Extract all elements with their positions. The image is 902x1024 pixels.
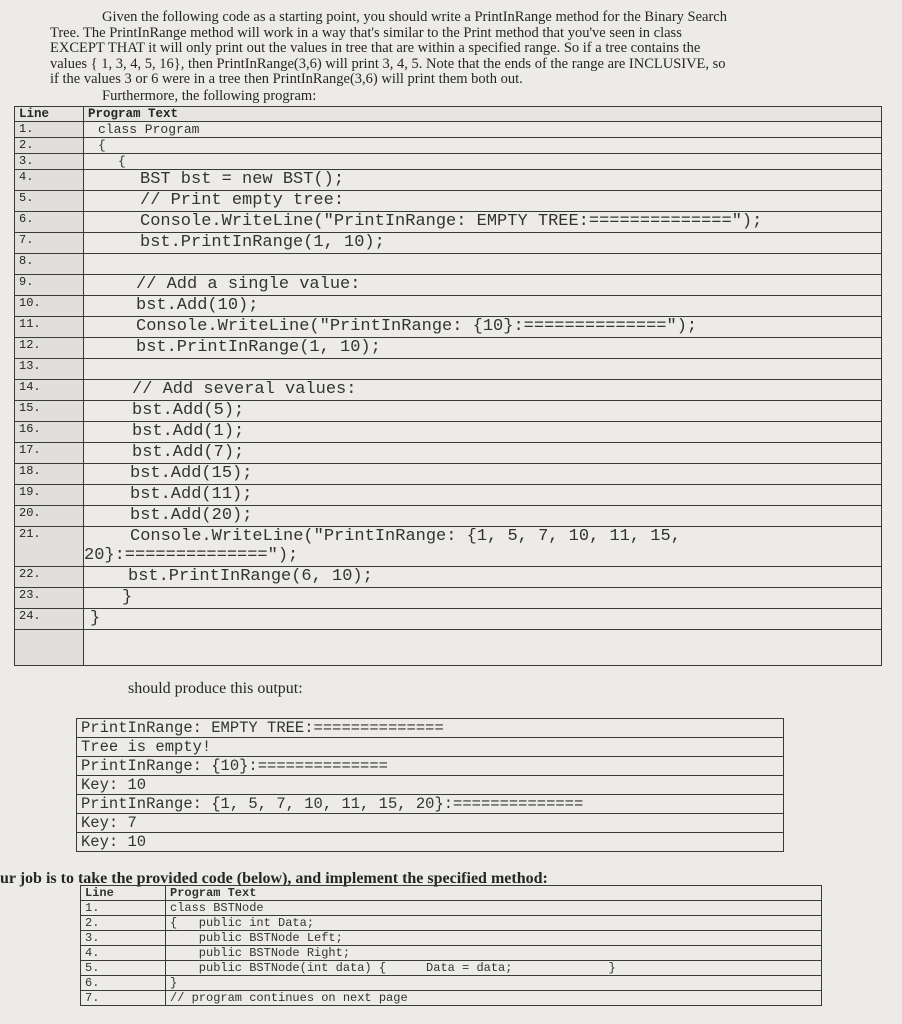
code-line-part: public BSTNode(int data) {	[170, 961, 387, 975]
table-row	[81, 901, 822, 916]
code-line	[84, 359, 882, 380]
code-line: }	[166, 976, 822, 991]
table-row	[81, 916, 822, 931]
code-line: // Add several values:	[84, 380, 882, 401]
line-number: 7.	[81, 991, 166, 1006]
table-header-row	[81, 886, 822, 901]
output-row	[77, 795, 784, 814]
output-row	[77, 833, 784, 852]
output-row	[77, 814, 784, 833]
table-row	[15, 138, 882, 154]
code-line: bst.PrintInRange(6, 10);	[84, 567, 882, 588]
code-line: }	[84, 588, 882, 609]
table-row	[15, 154, 882, 170]
code-line: bst.Add(11);	[84, 485, 882, 506]
line-header: Line	[15, 107, 84, 122]
code-line: Console.WriteLine("PrintInRange: EMPTY TREE:==============");	[84, 212, 882, 233]
output-row	[77, 738, 784, 757]
line-number: 23.	[15, 588, 84, 609]
output-line: Tree is empty!	[77, 738, 784, 757]
program-text-header: Program Text	[84, 107, 882, 122]
line-number: 14.	[15, 380, 84, 401]
empty-cell	[15, 630, 84, 666]
line-number: 16.	[15, 422, 84, 443]
code-line-part: Data = data;	[426, 961, 513, 975]
table-row	[15, 296, 882, 317]
code-line: bst.Add(5);	[84, 401, 882, 422]
code-line: {	[84, 154, 882, 170]
line-number: 2.	[81, 916, 166, 931]
output-row	[77, 776, 784, 795]
table-row	[15, 359, 882, 380]
line-number: 4.	[81, 946, 166, 961]
produce-caption: should produce this output:	[128, 680, 303, 697]
line-number: 19.	[15, 485, 84, 506]
code-line: class Program	[84, 122, 882, 138]
line-number: 6.	[81, 976, 166, 991]
code-line: }	[84, 609, 882, 630]
line-number: 24.	[15, 609, 84, 630]
line-number: 13.	[15, 359, 84, 380]
table-row	[15, 380, 882, 401]
job-instruction: ur job is to take the provided code (below), and implement the specified method:	[0, 870, 548, 887]
line-number: 15.	[15, 401, 84, 422]
line-number: 20.	[15, 506, 84, 527]
table-row	[81, 991, 822, 1006]
table-row	[81, 931, 822, 946]
table-row	[15, 170, 882, 191]
line-header: Line	[81, 886, 166, 901]
code-line: BST bst = new BST();	[84, 170, 882, 191]
line-number: 1.	[81, 901, 166, 916]
table-row	[81, 976, 822, 991]
program-text-header: Program Text	[166, 886, 822, 901]
intro-paragraph	[50, 10, 850, 104]
code-line: // program continues on next page	[166, 991, 822, 1006]
line-number: 1.	[15, 122, 84, 138]
program-table	[14, 106, 882, 666]
table-row	[15, 122, 882, 138]
intro-line: Tree. The PrintInRange method will work in a way that's similar to the Print method that you've seen in class	[50, 24, 682, 41]
line-number: 17.	[15, 443, 84, 464]
output-line: Key: 10	[77, 833, 784, 852]
line-number: 22.	[15, 567, 84, 588]
intro-line: Given the following code as a starting point, you should write a PrintInRange method for the Binary Search	[102, 9, 727, 25]
code-line: public BSTNode Left;	[166, 931, 822, 946]
table-row	[81, 946, 822, 961]
empty-cell	[84, 630, 882, 666]
output-line: Key: 10	[77, 776, 784, 795]
code-line: // Add a single value:	[84, 275, 882, 296]
code-line	[84, 254, 882, 275]
line-number: 2.	[15, 138, 84, 154]
table-row	[15, 233, 882, 254]
code-line-part: }	[608, 961, 616, 975]
code-line: Console.WriteLine("PrintInRange: {10}:==============");	[84, 317, 882, 338]
table-header-row	[15, 107, 882, 122]
table-row	[15, 588, 882, 609]
line-number: 10.	[15, 296, 84, 317]
code-line: // Print empty tree:	[84, 191, 882, 212]
output-row	[77, 757, 784, 776]
line-number: 4.	[15, 170, 84, 191]
code-line: bst.Add(1);	[84, 422, 882, 443]
code-line: class BSTNode	[166, 901, 822, 916]
code-line: bst.Add(15);	[84, 464, 882, 485]
line-number: 18.	[15, 464, 84, 485]
line-number: 3.	[15, 154, 84, 170]
code-line-continuation: 20}:==============");	[84, 546, 299, 565]
table-row	[15, 443, 882, 464]
line-number: 5.	[81, 961, 166, 976]
table-row	[15, 338, 882, 359]
line-number: 3.	[81, 931, 166, 946]
table-row	[15, 485, 882, 506]
line-number: 9.	[15, 275, 84, 296]
table-row	[15, 506, 882, 527]
table-row	[15, 609, 882, 630]
table-row	[15, 464, 882, 485]
output-line: PrintInRange: {1, 5, 7, 10, 11, 15, 20}:==============	[77, 795, 784, 814]
output-table	[76, 718, 784, 852]
code-line	[84, 527, 882, 567]
output-line: PrintInRange: EMPTY TREE:==============	[77, 719, 784, 738]
table-row	[15, 401, 882, 422]
table-row	[81, 961, 822, 976]
line-number: 11.	[15, 317, 84, 338]
intro-line: values { 1, 3, 4, 5, 16}, then PrintInRange(3,6) will print 3, 4, 5. Note that the ends of the range are INCLUSIVE, so	[50, 55, 726, 72]
code-line: bst.PrintInRange(1, 10);	[84, 338, 882, 359]
output-line: Key: 7	[77, 814, 784, 833]
code-line-part: Console.WriteLine("PrintInRange: {1, 5, 7, 10, 11, 15,	[130, 527, 681, 546]
code-line: bst.Add(10);	[84, 296, 882, 317]
intro-line: if the values 3 or 6 were in a tree then PrintInRange(3,6) will print them both out.	[50, 71, 523, 87]
code-line	[166, 961, 822, 976]
table-row	[15, 212, 882, 233]
code-line: bst.PrintInRange(1, 10);	[84, 233, 882, 254]
table-row	[15, 254, 882, 275]
line-number: 6.	[15, 212, 84, 233]
code-line: public BSTNode Right;	[166, 946, 822, 961]
line-number: 5.	[15, 191, 84, 212]
output-row	[77, 719, 784, 738]
code-line: {	[84, 138, 882, 154]
line-number: 21.	[15, 527, 84, 567]
table-row	[15, 317, 882, 338]
code-line: { public int Data;	[166, 916, 822, 931]
intro-line: EXCEPT THAT it will only print out the values in tree that are within a specified range. So if a tree contains the	[50, 40, 701, 56]
output-line: PrintInRange: {10}:==============	[77, 757, 784, 776]
table-row	[15, 630, 882, 666]
intro-line: Furthermore, the following program:	[102, 87, 317, 104]
table-row	[15, 567, 882, 588]
program-table-2	[80, 885, 822, 1006]
table-row	[15, 422, 882, 443]
code-line: bst.Add(7);	[84, 443, 882, 464]
line-number: 7.	[15, 233, 84, 254]
table-row	[15, 527, 882, 567]
line-number: 8.	[15, 254, 84, 275]
table-row	[15, 191, 882, 212]
line-number: 12.	[15, 338, 84, 359]
table-row	[15, 275, 882, 296]
code-line: bst.Add(20);	[84, 506, 882, 527]
